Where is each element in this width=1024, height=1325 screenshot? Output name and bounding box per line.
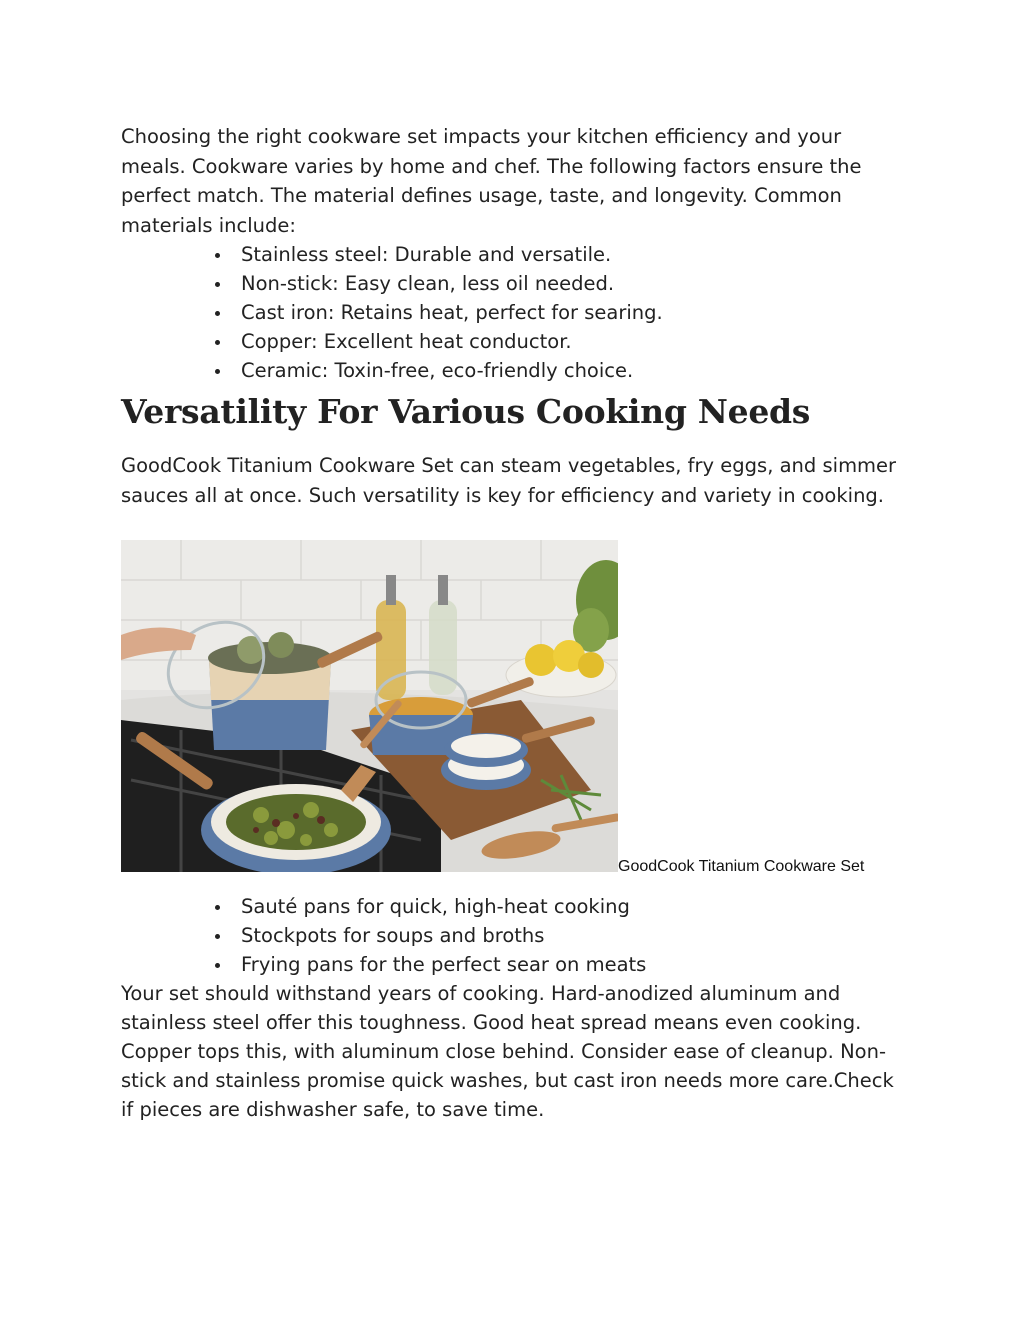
list-item: Ceramic: Toxin-free, eco-friendly choice. [241, 356, 911, 385]
list-item: Cast iron: Retains heat, perfect for searing. [241, 298, 911, 327]
list-item: Stainless steel: Durable and versatile. [241, 240, 911, 269]
section-paragraph: GoodCook Titanium Cookware Set can steam vegetables, fry eggs, and simmer sauces all at once. Such versatility is key for efficiency and variety in cooking. [121, 454, 897, 507]
section-heading: Versatility For Various Cooking Needs [121, 392, 811, 431]
intro-paragraph: Choosing the right cookware set impacts your kitchen efficiency and your meals. Cookware varies by home and chef. The following factors ensure the perfect match. The material defines usage, taste, and longevity. Common materials include: [121, 125, 862, 237]
list-item: Sauté pans for quick, high-heat cooking [241, 892, 911, 921]
figure-caption: GoodCook Titanium Cookware Set [618, 858, 865, 875]
article-body [121, 122, 911, 1124]
pans-list [121, 892, 911, 979]
list-item: Copper: Excellent heat conductor. [241, 327, 911, 356]
list-item: Frying pans for the perfect sear on meats [241, 950, 911, 979]
closing-paragraph: Your set should withstand years of cooking. Hard-anodized aluminum and stainless steel offer this toughness. Good heat spread means even cooking. Copper tops this, with aluminum close behind. Consider ease of cleanup. Non-stick and stainless promise quick washes, but cast iron needs more care.Check if pieces are dishwasher safe, to save time. [121, 982, 894, 1121]
product-figure [121, 540, 911, 875]
list-item: Stockpots for soups and broths [241, 921, 911, 950]
materials-list [121, 240, 911, 385]
list-item: Non-stick: Easy clean, less oil needed. [241, 269, 911, 298]
cookware-photo [121, 540, 618, 872]
